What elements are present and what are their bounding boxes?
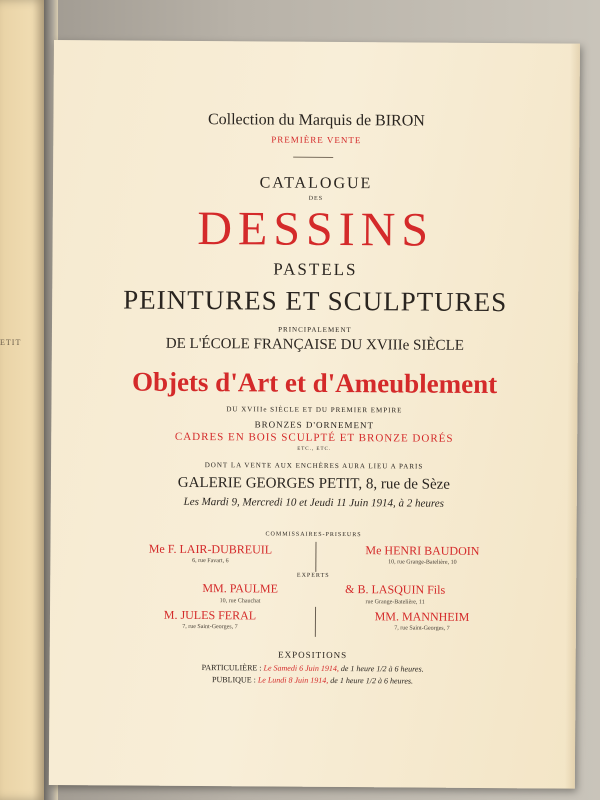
- expert-left1-name: MM. PAULME: [202, 581, 279, 596]
- expert-left2-name: M. JULES FERAL: [163, 607, 257, 623]
- vente-label: PREMIÈRE VENTE: [271, 134, 362, 146]
- des-word: DES: [308, 195, 324, 202]
- vente-intro: DONT LA VENTE AUX ENCHÈRES AURA LIEU A PARIS: [204, 461, 424, 471]
- divider: [293, 157, 333, 158]
- catalogue-heading: CATALOGUE: [259, 174, 373, 193]
- publique-hours: de 1 heure 1/2 à 6 heures.: [330, 675, 414, 686]
- galerie-line: GALERIE GEORGES PETIT, 8, rue de Sèze: [177, 474, 451, 493]
- commissaires-label: COMMISSAIRES-PRISEURS: [265, 531, 362, 539]
- exposition-publique: [50, 674, 576, 687]
- bronzes-line: BRONZES D'ORNEMENT: [254, 419, 375, 431]
- publique-date: Le Lundi 8 Juin 1914,: [257, 675, 329, 685]
- cadres-line: CADRES EN BOIS SCULPTÉ ET BRONZE DORÉS: [174, 430, 454, 445]
- facing-page-fragment: ETIT: [0, 338, 22, 347]
- objets-heading: Objets d'Art et d'Ameublement: [131, 366, 498, 400]
- expert-right2-addr: 7, rue Saint-Georges, 7: [394, 625, 450, 632]
- particuliere-hours: de 1 heure 1/2 à 6 heures.: [340, 664, 424, 674]
- commissaire-right-name: Me HENRI BAUDOIN: [365, 543, 480, 558]
- expert-right1-name: & B. LASQUIN Fils: [345, 582, 446, 597]
- column-divider-bottom: [315, 607, 316, 637]
- commissaire-right-addr: 10, rue Grange-Batelière, 10: [388, 559, 457, 566]
- catalogue-page: [49, 40, 580, 789]
- page-content: [49, 40, 580, 789]
- dates-line: Les Mardi 9, Mercredi 10 et Jeudi 11 Juin 1914, à 2 heures: [183, 495, 444, 510]
- commissaire-left-addr: 6, rue Favart, 6: [192, 557, 229, 565]
- expert-left2-addr: 7, rue Saint-Georges, 7: [182, 623, 238, 631]
- etc-line: ETC., ETC.: [297, 446, 332, 452]
- principalement-word: PRINCIPALEMENT: [278, 325, 352, 335]
- ecole-heading: DE L'ÉCOLE FRANÇAISE DU XVIIIe SIÈCLE: [165, 335, 464, 354]
- expert-right2-name: MM. MANNHEIM: [374, 609, 470, 624]
- particuliere-label: PARTICULIÈRE :: [201, 663, 262, 673]
- exposition-particuliere: [50, 662, 576, 675]
- expert-right1-addr: rue Grange-Batelière, 11: [365, 599, 425, 606]
- peintures-heading: PEINTURES ET SCULPTURES: [123, 284, 508, 318]
- particuliere-date: Le Samedi 6 Juin 1914,: [263, 663, 339, 674]
- dessins-heading: DESSINS: [197, 202, 435, 257]
- column-divider-top: [315, 542, 316, 572]
- pastels-heading: PASTELS: [273, 259, 358, 280]
- experts-label: EXPERTS: [296, 572, 330, 579]
- publique-label: PUBLIQUE :: [212, 675, 256, 685]
- expositions-label: EXPOSITIONS: [278, 649, 348, 661]
- expert-left1-addr: 10, rue Chauchat: [219, 598, 261, 605]
- commissaire-left-name: Me F. LAIR-DUBREUIL: [148, 541, 273, 557]
- collection-title: Collection du Marquis de BIRON: [207, 111, 425, 130]
- facing-page: [0, 0, 46, 800]
- siecle-subheading: DU XVIIIe SIÈCLE ET DU PREMIER EMPIRE: [226, 405, 403, 415]
